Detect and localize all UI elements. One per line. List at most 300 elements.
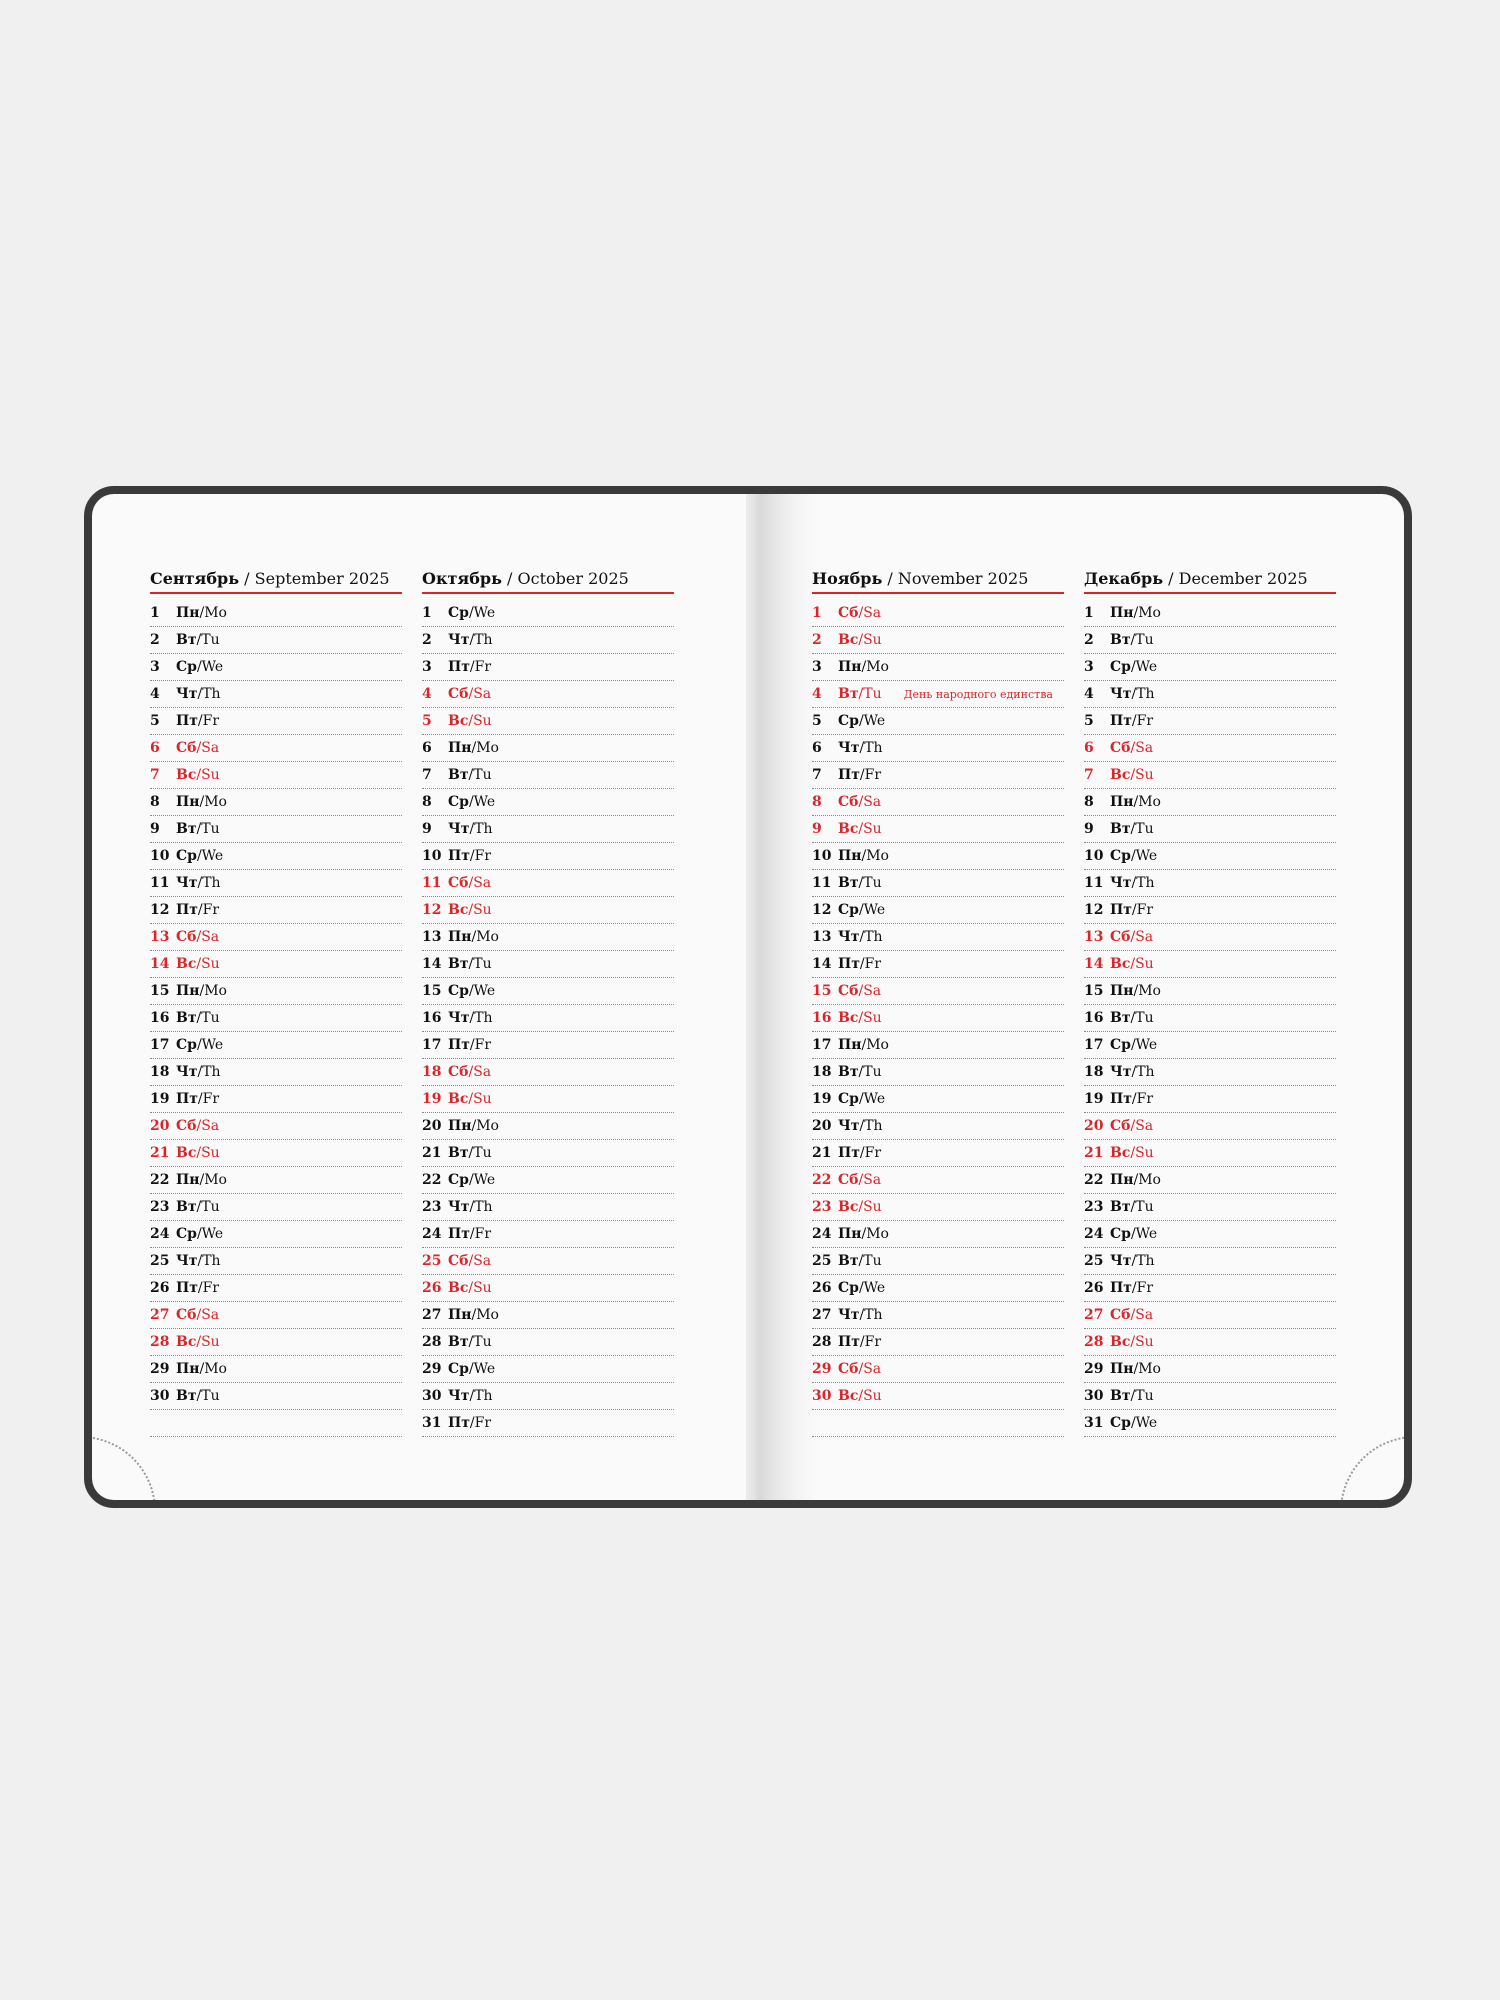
day-number: 28 xyxy=(422,1334,442,1350)
day-number: 3 xyxy=(812,659,822,675)
month-name-ru: Октябрь xyxy=(422,569,502,588)
holiday-note: День народного единства xyxy=(903,687,1053,701)
weekday-separator: / xyxy=(858,1388,864,1404)
day-row xyxy=(812,681,1064,708)
weekday-en: We xyxy=(201,659,224,675)
day-row xyxy=(812,951,1064,978)
day-row xyxy=(150,1221,402,1248)
day-row xyxy=(150,1005,402,1032)
weekday-ru: Ср xyxy=(1110,848,1131,864)
weekday-en: Mo xyxy=(476,929,499,945)
day-number: 6 xyxy=(422,740,432,756)
weekday-en: Fr xyxy=(474,1415,492,1431)
day-number: 16 xyxy=(150,1010,170,1026)
weekday-separator: / xyxy=(858,1280,864,1296)
weekday-en: We xyxy=(863,1280,886,1296)
day-number: 1 xyxy=(422,605,432,621)
weekday-ru: Чт xyxy=(448,1199,470,1215)
day-row xyxy=(812,1383,1064,1410)
weekday-separator: / xyxy=(196,740,202,756)
day-number: 4 xyxy=(422,686,432,702)
weekday-separator: / xyxy=(468,713,474,729)
day-row xyxy=(1084,1086,1336,1113)
day-row xyxy=(1084,1167,1336,1194)
weekday-separator: / xyxy=(1131,875,1137,891)
day-number: 25 xyxy=(150,1253,170,1269)
weekday-separator: / xyxy=(469,659,475,675)
weekday-en: Sa xyxy=(863,1172,882,1188)
day-number: 16 xyxy=(1084,1010,1104,1026)
weekday-separator: / xyxy=(858,1253,864,1269)
weekday-ru: Сб xyxy=(838,1361,859,1377)
day-row xyxy=(1084,1194,1336,1221)
day-row xyxy=(1084,816,1336,843)
weekday-en: Th xyxy=(474,1010,493,1026)
day-number: 20 xyxy=(150,1118,170,1134)
weekday-en: Tu xyxy=(863,686,882,702)
weekday-ru: Пн xyxy=(176,983,200,999)
weekday-en: Fr xyxy=(202,713,220,729)
weekday-en: Sa xyxy=(201,740,220,756)
weekday-en: We xyxy=(473,605,496,621)
weekday-en: Tu xyxy=(473,956,492,972)
weekday-separator: / xyxy=(1130,1388,1136,1404)
weekday-separator: / xyxy=(858,1361,864,1377)
weekday-en: Su xyxy=(863,1388,882,1404)
weekday-en: Mo xyxy=(1138,1172,1161,1188)
day-number: 28 xyxy=(812,1334,832,1350)
weekday-separator: / xyxy=(468,1280,474,1296)
day-row xyxy=(1084,1221,1336,1248)
weekday-en: Sa xyxy=(201,1118,220,1134)
weekday-en: Th xyxy=(864,740,883,756)
weekday-en: Fr xyxy=(202,902,220,918)
weekday-separator: / xyxy=(1133,1172,1139,1188)
weekday-en: Fr xyxy=(864,767,882,783)
weekday-ru: Пт xyxy=(838,1334,860,1350)
month-name-en: September 2025 xyxy=(254,569,390,588)
day-row xyxy=(1084,681,1336,708)
weekday-ru: Вт xyxy=(176,1388,197,1404)
weekday-separator: / xyxy=(468,686,474,702)
weekday-separator: / xyxy=(858,686,864,702)
day-list xyxy=(1084,600,1336,1437)
weekday-en: Mo xyxy=(476,740,499,756)
weekday-separator: / xyxy=(858,1010,864,1026)
day-number: 2 xyxy=(422,632,432,648)
day-row xyxy=(150,978,402,1005)
month-name-ru: Ноябрь xyxy=(812,569,883,588)
weekday-ru: Сб xyxy=(1110,740,1131,756)
weekday-ru: Ср xyxy=(176,848,197,864)
day-number: 23 xyxy=(812,1199,832,1215)
weekday-ru: Пн xyxy=(1110,1172,1134,1188)
day-number: 14 xyxy=(1084,956,1104,972)
day-row xyxy=(1084,1329,1336,1356)
day-number: 26 xyxy=(150,1280,170,1296)
weekday-en: Th xyxy=(474,1199,493,1215)
weekday-separator: / xyxy=(861,1226,867,1242)
day-number: 20 xyxy=(422,1118,442,1134)
weekday-ru: Чт xyxy=(176,686,198,702)
weekday-separator: / xyxy=(1130,848,1136,864)
weekday-separator: / xyxy=(197,1091,203,1107)
weekday-en: Su xyxy=(1135,956,1154,972)
weekday-ru: Пт xyxy=(838,956,860,972)
day-row xyxy=(150,1113,402,1140)
weekday-ru: Пн xyxy=(838,848,862,864)
weekday-en: Th xyxy=(202,1064,221,1080)
weekday-ru: Вт xyxy=(1110,1010,1131,1026)
day-number: 9 xyxy=(150,821,160,837)
weekday-en: Mo xyxy=(204,1172,227,1188)
day-number: 3 xyxy=(150,659,160,675)
weekday-en: Fr xyxy=(864,956,882,972)
weekday-separator: / xyxy=(1130,821,1136,837)
weekday-ru: Сб xyxy=(838,794,859,810)
day-row xyxy=(812,1221,1064,1248)
weekday-separator: / xyxy=(196,659,202,675)
weekday-separator: / xyxy=(196,1226,202,1242)
day-row xyxy=(422,978,674,1005)
weekday-ru: Сб xyxy=(176,740,197,756)
day-number: 9 xyxy=(422,821,432,837)
day-row xyxy=(1084,1140,1336,1167)
weekday-separator: / xyxy=(196,929,202,945)
weekday-ru: Сб xyxy=(448,1064,469,1080)
day-row xyxy=(812,708,1064,735)
weekday-en: Su xyxy=(473,1280,492,1296)
weekday-en: Mo xyxy=(204,983,227,999)
day-number: 27 xyxy=(812,1307,832,1323)
weekday-separator: / xyxy=(469,821,475,837)
weekday-en: Su xyxy=(201,1145,220,1161)
weekday-en: Th xyxy=(1136,1064,1155,1080)
weekday-en: Fr xyxy=(202,1091,220,1107)
weekday-separator: / xyxy=(858,1199,864,1215)
weekday-separator: / xyxy=(469,1037,475,1053)
day-row xyxy=(150,1383,402,1410)
blank-day-row xyxy=(150,1410,402,1437)
weekday-ru: Ср xyxy=(176,1226,197,1242)
day-number: 10 xyxy=(812,848,832,864)
weekday-en: Tu xyxy=(1135,632,1154,648)
day-number: 26 xyxy=(812,1280,832,1296)
weekday-separator: / xyxy=(1131,1064,1137,1080)
weekday-ru: Пн xyxy=(176,605,200,621)
month-name-ru: Сентябрь xyxy=(150,569,240,588)
weekday-en: Tu xyxy=(1135,1199,1154,1215)
weekday-ru: Пт xyxy=(1110,713,1132,729)
day-number: 16 xyxy=(422,1010,442,1026)
day-number: 19 xyxy=(422,1091,442,1107)
day-number: 21 xyxy=(812,1145,832,1161)
day-row xyxy=(422,843,674,870)
month-october xyxy=(422,568,674,1437)
weekday-ru: Вс xyxy=(1110,1334,1131,1350)
day-number: 10 xyxy=(1084,848,1104,864)
day-number: 6 xyxy=(150,740,160,756)
weekday-en: Tu xyxy=(201,1010,220,1026)
day-row xyxy=(812,1302,1064,1329)
day-number: 23 xyxy=(1084,1199,1104,1215)
weekday-en: Fr xyxy=(474,1037,492,1053)
weekday-ru: Сб xyxy=(448,875,469,891)
month-name-en: December 2025 xyxy=(1178,569,1308,588)
day-row xyxy=(150,1059,402,1086)
day-row xyxy=(1084,1032,1336,1059)
weekday-ru: Чт xyxy=(448,632,470,648)
weekday-ru: Пн xyxy=(1110,794,1134,810)
day-number: 8 xyxy=(422,794,432,810)
blank-day-row xyxy=(812,1410,1064,1437)
day-number: 30 xyxy=(812,1388,832,1404)
weekday-en: Th xyxy=(1136,686,1155,702)
weekday-separator: / xyxy=(199,983,205,999)
weekday-ru: Вт xyxy=(176,1010,197,1026)
weekday-en: Su xyxy=(1135,1334,1154,1350)
title-separator: / xyxy=(501,569,518,588)
day-list xyxy=(422,600,674,1437)
day-row xyxy=(422,1410,674,1437)
day-number: 19 xyxy=(812,1091,832,1107)
day-number: 29 xyxy=(150,1361,170,1377)
weekday-en: Sa xyxy=(473,1253,492,1269)
weekday-separator: / xyxy=(471,1118,477,1134)
weekday-en: We xyxy=(473,1361,496,1377)
day-number: 14 xyxy=(150,956,170,972)
weekday-ru: Пн xyxy=(838,1037,862,1053)
day-row xyxy=(812,843,1064,870)
day-number: 15 xyxy=(1084,983,1104,999)
weekday-ru: Чт xyxy=(1110,686,1132,702)
day-row xyxy=(812,978,1064,1005)
weekday-ru: Пн xyxy=(448,740,472,756)
day-row xyxy=(150,789,402,816)
day-row xyxy=(422,1356,674,1383)
weekday-en: Tu xyxy=(863,1064,882,1080)
weekday-en: Fr xyxy=(864,1334,882,1350)
weekday-ru: Пт xyxy=(176,713,198,729)
weekday-ru: Пт xyxy=(448,659,470,675)
day-number: 22 xyxy=(150,1172,170,1188)
day-number: 2 xyxy=(150,632,160,648)
weekday-en: We xyxy=(201,848,224,864)
day-number: 19 xyxy=(1084,1091,1104,1107)
day-row xyxy=(812,600,1064,627)
weekday-ru: Сб xyxy=(1110,1307,1131,1323)
weekday-separator: / xyxy=(1130,1010,1136,1026)
day-number: 3 xyxy=(422,659,432,675)
day-row xyxy=(1084,627,1336,654)
day-row xyxy=(1084,843,1336,870)
day-row xyxy=(150,1275,402,1302)
weekday-en: Fr xyxy=(1136,713,1154,729)
weekday-separator: / xyxy=(468,1172,474,1188)
weekday-ru: Вс xyxy=(448,1280,469,1296)
weekday-en: Tu xyxy=(201,1388,220,1404)
day-row xyxy=(422,1329,674,1356)
day-number: 16 xyxy=(812,1010,832,1026)
weekday-ru: Сб xyxy=(176,1118,197,1134)
weekday-en: Sa xyxy=(863,605,882,621)
month-title xyxy=(1084,568,1336,594)
day-row xyxy=(422,951,674,978)
day-number: 12 xyxy=(812,902,832,918)
day-row xyxy=(150,1248,402,1275)
day-number: 2 xyxy=(812,632,822,648)
day-row xyxy=(812,735,1064,762)
day-number: 7 xyxy=(422,767,432,783)
day-row xyxy=(150,1032,402,1059)
weekday-en: We xyxy=(863,902,886,918)
day-number: 19 xyxy=(150,1091,170,1107)
weekday-en: Mo xyxy=(1138,983,1161,999)
day-number: 21 xyxy=(1084,1145,1104,1161)
weekday-separator: / xyxy=(858,605,864,621)
weekday-en: We xyxy=(863,713,886,729)
weekday-separator: / xyxy=(1130,740,1136,756)
weekday-separator: / xyxy=(469,848,475,864)
weekday-en: Th xyxy=(864,1118,883,1134)
day-row xyxy=(812,1356,1064,1383)
month-november xyxy=(812,568,1064,1437)
weekday-ru: Ср xyxy=(838,713,859,729)
weekday-separator: / xyxy=(1131,902,1137,918)
weekday-separator: / xyxy=(468,794,474,810)
month-title xyxy=(150,568,402,594)
weekday-ru: Вс xyxy=(838,821,859,837)
weekday-ru: Пт xyxy=(176,1280,198,1296)
day-row xyxy=(1084,600,1336,627)
weekday-ru: Ср xyxy=(448,794,469,810)
weekday-en: Su xyxy=(1135,1145,1154,1161)
weekday-en: Fr xyxy=(474,659,492,675)
month-title xyxy=(422,568,674,594)
day-number: 4 xyxy=(812,686,822,702)
weekday-ru: Вс xyxy=(448,902,469,918)
weekday-ru: Ср xyxy=(1110,1226,1131,1242)
weekday-ru: Вс xyxy=(838,1388,859,1404)
day-list xyxy=(150,600,402,1437)
weekday-en: Th xyxy=(1136,875,1155,891)
weekday-separator: / xyxy=(469,1010,475,1026)
weekday-en: Su xyxy=(201,956,220,972)
day-row xyxy=(150,1302,402,1329)
weekday-ru: Ср xyxy=(1110,1415,1131,1431)
weekday-separator: / xyxy=(858,983,864,999)
weekday-ru: Сб xyxy=(1110,1118,1131,1134)
weekday-separator: / xyxy=(469,632,475,648)
day-number: 18 xyxy=(150,1064,170,1080)
weekday-ru: Ср xyxy=(448,983,469,999)
weekday-en: Tu xyxy=(863,1253,882,1269)
day-row xyxy=(150,1140,402,1167)
weekday-ru: Вс xyxy=(448,713,469,729)
day-number: 3 xyxy=(1084,659,1094,675)
day-row xyxy=(812,654,1064,681)
day-number: 21 xyxy=(422,1145,442,1161)
day-row xyxy=(422,1248,674,1275)
weekday-ru: Чт xyxy=(838,1118,860,1134)
weekday-en: Mo xyxy=(1138,605,1161,621)
title-separator: / xyxy=(239,569,255,588)
day-row xyxy=(422,870,674,897)
weekday-ru: Пт xyxy=(1110,902,1132,918)
weekday-separator: / xyxy=(1130,1307,1136,1323)
day-number: 11 xyxy=(1084,875,1104,891)
weekday-separator: / xyxy=(861,1037,867,1053)
weekday-en: Th xyxy=(202,686,221,702)
weekday-ru: Чт xyxy=(176,1064,198,1080)
day-number: 23 xyxy=(150,1199,170,1215)
weekday-en: Tu xyxy=(1135,1388,1154,1404)
day-row xyxy=(1084,924,1336,951)
weekday-separator: / xyxy=(858,632,864,648)
day-row xyxy=(422,1302,674,1329)
day-row xyxy=(422,600,674,627)
day-row xyxy=(150,897,402,924)
weekday-en: Sa xyxy=(201,929,220,945)
weekday-separator: / xyxy=(196,632,202,648)
weekday-ru: Вт xyxy=(176,1199,197,1215)
weekday-en: We xyxy=(473,794,496,810)
day-number: 13 xyxy=(150,929,170,945)
weekday-en: We xyxy=(1135,848,1158,864)
weekday-ru: Чт xyxy=(838,929,860,945)
day-row xyxy=(150,951,402,978)
weekday-ru: Пт xyxy=(448,1415,470,1431)
weekday-ru: Вт xyxy=(1110,821,1131,837)
day-row xyxy=(150,762,402,789)
month-name-en: October 2025 xyxy=(517,569,629,588)
day-number: 24 xyxy=(812,1226,832,1242)
weekday-separator: / xyxy=(1130,1334,1136,1350)
weekday-separator: / xyxy=(197,713,203,729)
weekday-ru: Пт xyxy=(176,902,198,918)
day-row xyxy=(422,1167,674,1194)
weekday-separator: / xyxy=(468,875,474,891)
weekday-separator: / xyxy=(1131,1280,1137,1296)
weekday-en: Fr xyxy=(1136,1091,1154,1107)
day-row xyxy=(1084,1005,1336,1032)
weekday-separator: / xyxy=(859,740,865,756)
weekday-separator: / xyxy=(197,1253,203,1269)
day-row xyxy=(812,1140,1064,1167)
weekday-ru: Чт xyxy=(176,875,198,891)
day-row xyxy=(812,627,1064,654)
weekday-ru: Чт xyxy=(1110,875,1132,891)
day-row xyxy=(812,924,1064,951)
weekday-separator: / xyxy=(199,1172,205,1188)
weekday-en: Su xyxy=(201,767,220,783)
day-row xyxy=(1084,762,1336,789)
day-row xyxy=(150,681,402,708)
weekday-ru: Вт xyxy=(838,1253,859,1269)
day-number: 12 xyxy=(150,902,170,918)
day-row xyxy=(1084,654,1336,681)
weekday-en: Su xyxy=(473,902,492,918)
weekday-en: We xyxy=(1135,1415,1158,1431)
weekday-en: Sa xyxy=(1135,1118,1154,1134)
day-row xyxy=(812,1275,1064,1302)
day-row xyxy=(812,1248,1064,1275)
weekday-separator: / xyxy=(199,1361,205,1377)
weekday-separator: / xyxy=(196,1010,202,1026)
weekday-en: Fr xyxy=(474,1226,492,1242)
weekday-ru: Вс xyxy=(838,632,859,648)
weekday-ru: Пн xyxy=(448,929,472,945)
